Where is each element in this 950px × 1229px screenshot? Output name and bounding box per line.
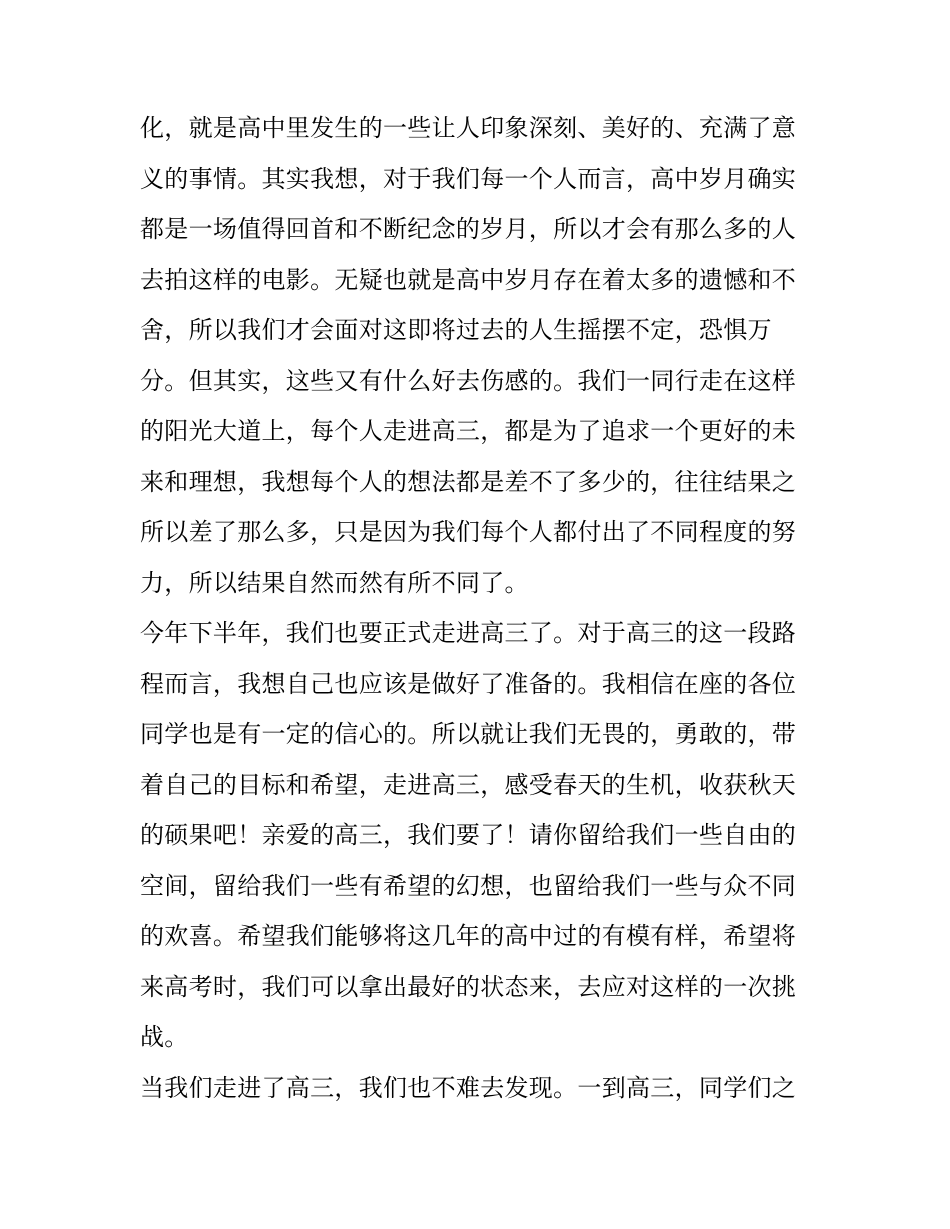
text-line: 空间，留给我们一些有希望的幻想，也留给我们一些与众不同 <box>140 871 797 900</box>
text-line: 当我们走进了高三，我们也不难去发现。一到高三，同学们之 <box>140 1073 797 1102</box>
text-line: 的硕果吧！亲爱的高三，我们要了！请你留给我们一些自由的 <box>140 821 797 849</box>
text-line: 来和理想，我想每个人的想法都是差不了多少的，往往结果之 <box>140 467 797 496</box>
text-line: 义的事情。其实我想，对于我们每一个人而言，高中岁月确实 <box>140 164 797 193</box>
text-line: 都是一场值得回首和不断纪念的岁月，所以才会有那么多的人 <box>140 215 797 243</box>
text-line: 程而言，我想自己也应该是做好了准备的。我相信在座的各位 <box>140 669 797 698</box>
text-line: 今年下半年，我们也要正式走进高三了。对于高三的这一段路 <box>140 619 797 647</box>
text-line: 的阳光大道上，每个人走进高三，都是为了追求一个更好的未 <box>140 417 797 445</box>
body-text <box>140 103 815 1113</box>
text-line: 来高考时，我们可以拿出最好的状态来，去应对这样的一次挑 <box>140 972 797 1001</box>
text-line: 着自己的目标和希望，走进高三，感受春天的生机，收获秋天 <box>140 770 797 799</box>
text-line: 力，所以结果自然而然有所不同了。 <box>140 568 529 597</box>
text-line: 同学也是有一定的信心的。所以就让我们无畏的，勇敢的，带 <box>140 720 797 748</box>
text-line: 舍，所以我们才会面对这即将过去的人生摇摆不定，恐惧万 <box>140 316 772 344</box>
text-line: 战。 <box>140 1023 189 1051</box>
text-line: 所以差了那么多，只是因为我们每个人都付出了不同程度的努 <box>140 518 797 546</box>
text-line: 的欢喜。希望我们能够将这几年的高中过的有模有样，希望将 <box>140 922 797 950</box>
text-line: 化，就是高中里发生的一些让人印象深刻、美好的、充满了意 <box>140 114 797 142</box>
text-line: 去拍这样的电影。无疑也就是高中岁月存在着太多的遗憾和不 <box>140 265 797 294</box>
text-line: 分。但其实，这些又有什么好去伤感的。我们一同行走在这样 <box>140 366 797 395</box>
